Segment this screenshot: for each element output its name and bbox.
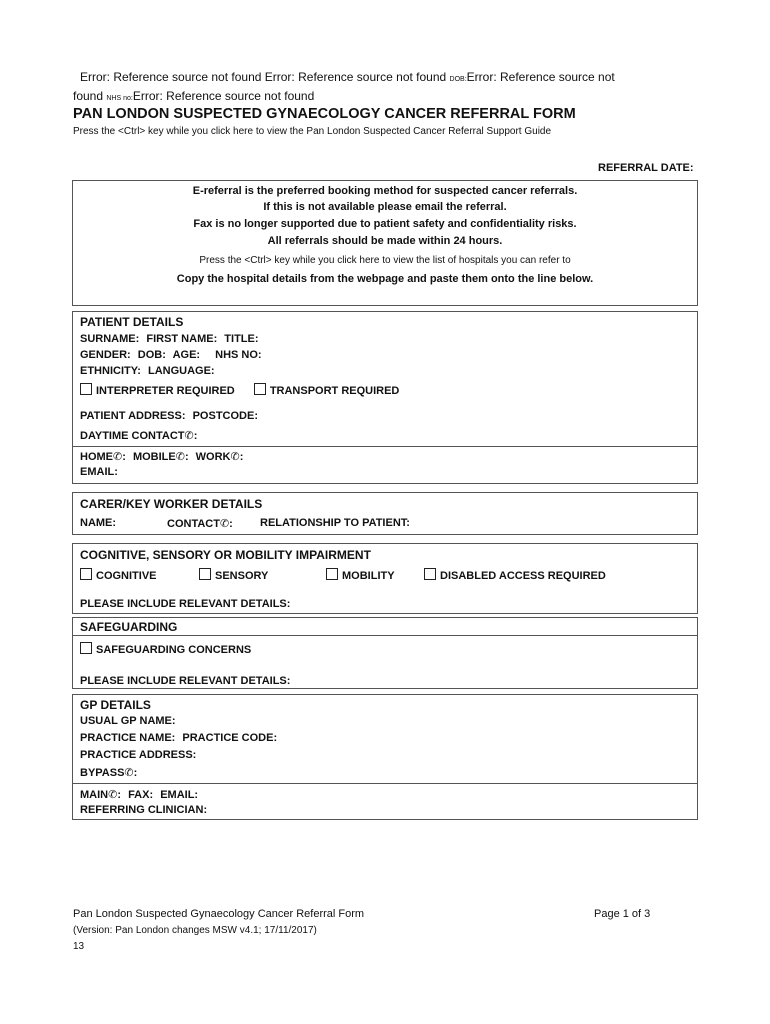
patient-address-row: [80, 410, 262, 422]
patient-phone-row: [80, 450, 247, 463]
safeguarding-details-label[interactable]: PLEASE INCLUDE RELEVANT DETAILS:: [80, 675, 291, 687]
disabled-access-label: DISABLED ACCESS REQUIRED: [440, 570, 606, 582]
footer-page-number: Page 1 of 3: [594, 908, 651, 920]
mobility-label: MOBILITY: [342, 570, 395, 582]
patient-requirements-row: [80, 383, 403, 397]
footer-form-name: Pan London Suspected Gynaecology Cancer Referral Form: [73, 908, 365, 920]
safeguarding-checkbox[interactable]: [80, 642, 92, 654]
footer-number: 13: [73, 941, 85, 952]
ethnicity-label[interactable]: ETHNICITY:: [80, 365, 141, 377]
practice-code-label[interactable]: PRACTICE CODE:: [182, 732, 278, 744]
dob-label[interactable]: DOB:: [137, 349, 166, 361]
transport-label: TRANSPORT REQUIRED: [269, 385, 400, 397]
mobility-checkbox[interactable]: [326, 568, 338, 580]
interpreter-checkbox[interactable]: [80, 383, 92, 395]
mobility-option: [326, 568, 399, 582]
footer-version: (Version: Pan London changes MSW v4.1; 17/11/2017): [73, 925, 317, 936]
disabled-access-checkbox[interactable]: [424, 568, 436, 580]
nhs-no-label[interactable]: NHS NO:: [215, 349, 262, 361]
patient-demographics-row: [80, 349, 266, 361]
carer-relationship-label[interactable]: RELATIONSHIP TO PATIENT:: [260, 517, 410, 529]
referring-clinician-label[interactable]: REFERRING CLINICIAN:: [80, 804, 208, 816]
mobile-phone-label[interactable]: MOBILE✆:: [132, 451, 189, 463]
fax-label[interactable]: FAX:: [128, 789, 154, 801]
gp-details-heading: GP DETAILS: [80, 698, 151, 712]
patient-address-label[interactable]: PATIENT ADDRESS:: [80, 410, 186, 422]
patient-ethnicity-row: [80, 365, 219, 377]
carer-name-label[interactable]: NAME:: [80, 517, 117, 529]
carer-details-heading: CARER/KEY WORKER DETAILS: [80, 497, 263, 511]
patient-divider: [72, 446, 698, 447]
notice-line-2: If this is not available please email the referral.: [263, 201, 507, 213]
header-found-text: found: [73, 89, 104, 103]
notice-line-1: E-referral is the preferred booking method for suspected cancer referrals.: [192, 185, 578, 197]
cognitive-label: COGNITIVE: [96, 570, 157, 582]
patient-details-heading: PATIENT DETAILS: [80, 315, 184, 329]
postcode-label[interactable]: POSTCODE:: [192, 410, 258, 422]
nhs-small-label: NHS no:: [106, 95, 133, 102]
impairment-details-label[interactable]: PLEASE INCLUDE RELEVANT DETAILS:: [80, 598, 291, 610]
notice-line-4: All referrals should be made within 24 hours.: [267, 235, 503, 247]
page-title: PAN LONDON SUSPECTED GYNAECOLOGY CANCER REFERRAL FORM: [73, 106, 576, 122]
sensory-checkbox[interactable]: [199, 568, 211, 580]
referral-date-label: REFERRAL DATE:: [598, 162, 694, 174]
sensory-option: [199, 568, 272, 582]
copy-instruction: Copy the hospital details from the webpage and paste them onto the line below.: [176, 273, 594, 285]
notice-line-3: Fax is no longer supported due to patient safety and confidentiality risks.: [193, 218, 577, 230]
practice-name-label[interactable]: PRACTICE NAME:: [80, 732, 176, 744]
title-label[interactable]: TITLE:: [224, 333, 259, 345]
patient-email-label[interactable]: EMAIL:: [80, 466, 118, 478]
first-name-label[interactable]: FIRST NAME:: [146, 333, 218, 345]
safeguarding-divider: [72, 635, 698, 636]
header-reference-line-1: [80, 70, 615, 84]
cognitive-checkbox[interactable]: [80, 568, 92, 580]
impairment-heading: COGNITIVE, SENSORY OR MOBILITY IMPAIRMENT: [80, 548, 371, 562]
safeguarding-heading: SAFEGUARDING: [80, 620, 178, 634]
surname-label[interactable]: SURNAME:: [80, 333, 140, 345]
gp-contact-row: [80, 788, 202, 801]
sensory-label: SENSORY: [215, 570, 269, 582]
safeguarding-concerns-option: [80, 642, 255, 656]
cognitive-option: [80, 568, 161, 582]
work-phone-label[interactable]: WORK✆:: [195, 451, 244, 463]
support-guide-link[interactable]: Press the <Ctrl> key while you click here to view the Pan London Suspected Cancer Referral Support Guide: [73, 126, 552, 137]
header-error-tail: Error: Reference source not: [466, 70, 615, 84]
header-error-tail-2: Error: Reference source not found: [132, 89, 315, 103]
bypass-label[interactable]: BYPASS✆:: [80, 767, 138, 779]
dob-small-label: DOB:: [449, 76, 467, 83]
age-label[interactable]: AGE:: [172, 349, 201, 361]
gp-divider: [72, 783, 698, 784]
daytime-contact-label[interactable]: DAYTIME CONTACT✆:: [80, 430, 198, 442]
gp-email-label[interactable]: EMAIL:: [160, 789, 199, 801]
language-label[interactable]: LANGUAGE:: [147, 365, 215, 377]
main-phone-label[interactable]: MAIN✆:: [80, 789, 121, 801]
carer-contact-label[interactable]: CONTACT✆:: [167, 518, 233, 530]
transport-checkbox[interactable]: [254, 383, 266, 395]
usual-gp-label[interactable]: USUAL GP NAME:: [80, 715, 176, 727]
home-phone-label[interactable]: HOME✆:: [80, 451, 126, 463]
interpreter-label: INTERPRETER REQUIRED: [96, 385, 235, 397]
header-error-text: Error: Reference source not found Error: Reference source not found: [80, 70, 447, 84]
hospital-list-link[interactable]: Press the <Ctrl> key while you click here to view the list of hospitals you can refer to: [199, 255, 571, 266]
gender-label[interactable]: GENDER:: [80, 349, 131, 361]
header-reference-line-2: [73, 89, 314, 103]
practice-row: [80, 732, 281, 744]
practice-address-label[interactable]: PRACTICE ADDRESS:: [80, 749, 197, 761]
safeguarding-concerns-label: SAFEGUARDING CONCERNS: [96, 644, 252, 656]
disabled-access-option: [424, 568, 610, 582]
patient-name-row: [80, 333, 263, 345]
